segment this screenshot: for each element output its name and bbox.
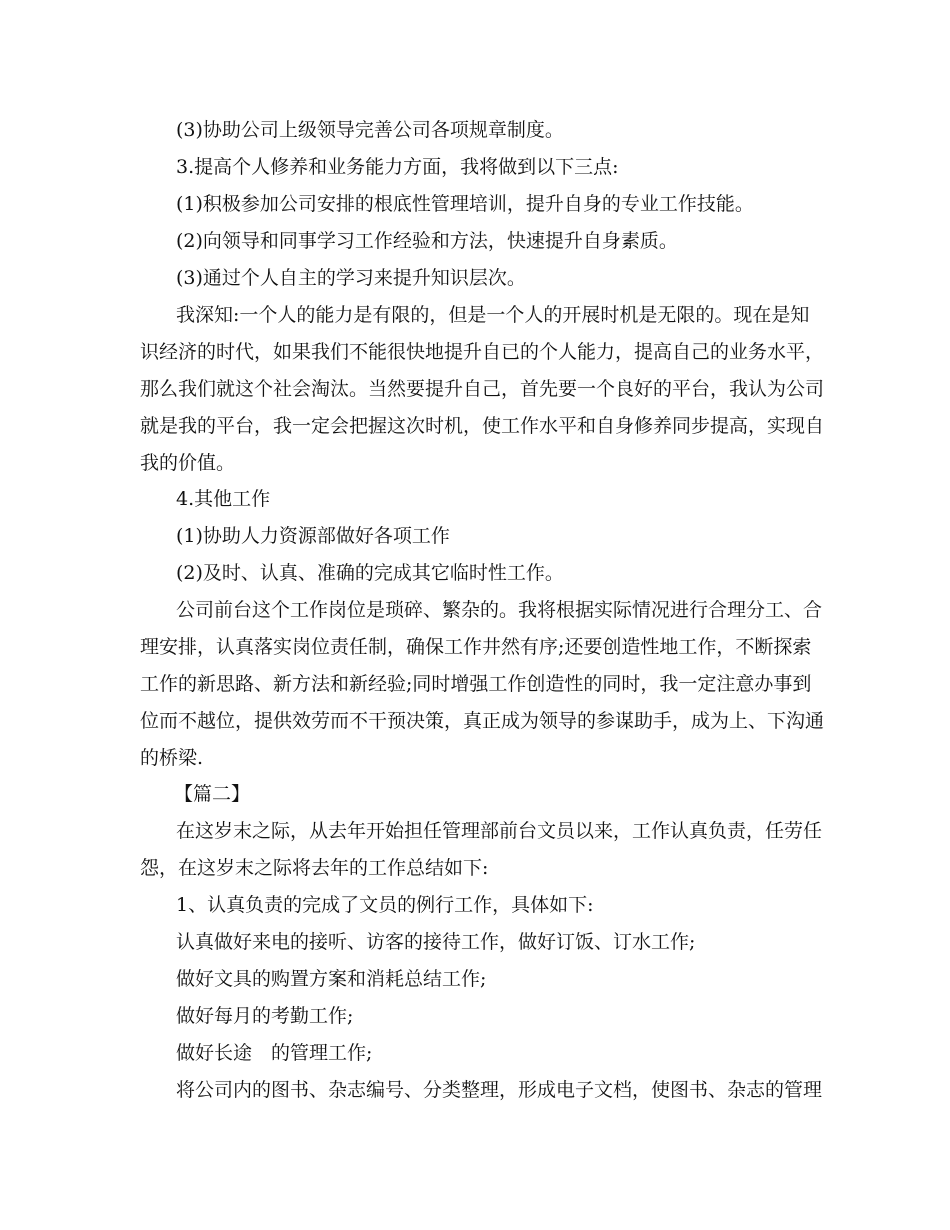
paragraph-line: 的桥梁. [140, 747, 204, 769]
text-line: (1)协助人力资源部做好各项工作 [176, 525, 450, 547]
text-line: 认真做好来电的接听、访客的接待工作，做好订饭、订水工作; [176, 931, 696, 953]
text-line: (2)向领导和同事学习工作经验和方法，快速提升自身素质。 [176, 230, 678, 252]
section-heading: 4.其他工作 [176, 488, 271, 510]
section-heading: 1、认真负责的完成了文员的例行工作，具体如下: [176, 894, 594, 916]
text-line: (2)及时、认真、准确的完成其它临时性工作。 [176, 562, 564, 584]
paragraph-line: 识经济的时代，如果我们不能很快地提升自已的个人能力，提高自己的业务水平， [140, 341, 825, 363]
paragraph-line: 在这岁末之际，从去年开始担任管理部前台文员以来，工作认真负责，任劳任 [176, 820, 823, 842]
paragraph-line: 就是我的平台，我一定会把握这次时机，使工作水平和自身修养同步提高，实现自 [140, 415, 825, 437]
paragraph-line: 工作的新思路、新方法和新经验;同时增强工作创造性的同时，我一定注意办事到 [140, 673, 812, 695]
text-line: (1)积极参加公司安排的根底性管理培训，提升自身的专业工作技能。 [176, 193, 754, 215]
paragraph-line: 理安排，认真落实岗位责任制，确保工作井然有序;还要创造性地工作，不断探索 [140, 636, 812, 658]
paragraph-line: 我深知:一个人的能力是有限的，但是一个人的开展时机是无限的。现在是知 [176, 304, 810, 326]
section-heading: 3.提高个人修养和业务能力方面，我将做到以下三点: [176, 156, 619, 178]
paragraph-line: 将公司内的图书、杂志编号、分类整理，形成电子文档，使图书、杂志的管理 [176, 1079, 823, 1101]
part-heading: 【篇二】 [174, 783, 251, 805]
paragraph-line: 我的价值。 [140, 452, 236, 474]
paragraph-line: 那么我们就这个社会淘汰。当然要提升自己，首先要一个良好的平台，我认为公司 [140, 378, 825, 400]
text-line: (3)通过个人自主的学习来提升知识层次。 [176, 267, 526, 289]
text-line: 做好文具的购置方案和消耗总结工作; [176, 968, 487, 990]
text-line: (3)协助公司上级领导完善公司各项规章制度。 [176, 119, 564, 141]
paragraph-line: 怨，在这岁末之际将去年的工作总结如下: [140, 857, 489, 879]
text-line: 做好每月的考勤工作; [176, 1005, 354, 1027]
paragraph-line: 位而不越位，提供效劳而不干预决策，真正成为领导的参谋助手，成为上、下沟通 [140, 710, 825, 732]
text-line: 做好长途 的管理工作; [176, 1042, 373, 1064]
paragraph-line: 公司前台这个工作岗位是琐碎、繁杂的。我将根据实际情况进行合理分工、合 [176, 599, 823, 621]
